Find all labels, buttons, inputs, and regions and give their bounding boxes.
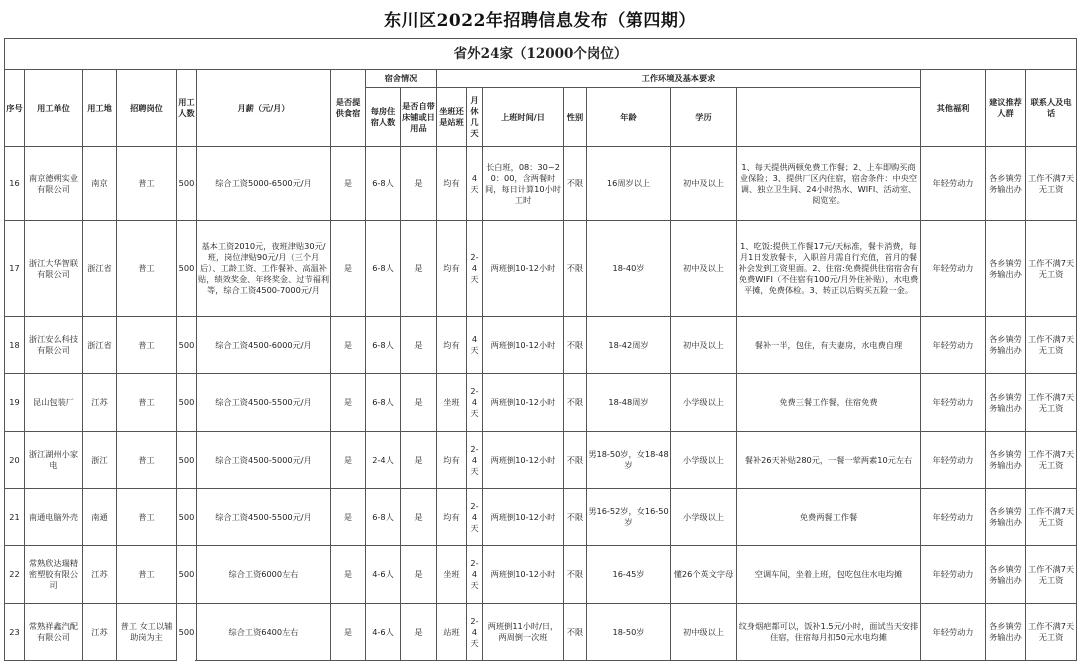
cell-employer: 常熟祥鑫汽配有限公司 bbox=[25, 604, 83, 661]
cell-headcount: 500 bbox=[177, 432, 197, 489]
cell-headcount: 500 bbox=[177, 221, 197, 317]
cell-location: 南通 bbox=[83, 489, 117, 546]
cell-seq: 17 bbox=[5, 221, 25, 317]
cell-recommended: 年轻劳动力 bbox=[921, 221, 986, 317]
cell-headcount: 500 bbox=[177, 317, 197, 374]
cell-seq: 18 bbox=[5, 317, 25, 374]
cell-notes: 工作不满7天无工资 bbox=[1026, 546, 1077, 604]
cell-education: 初中及以上 bbox=[671, 147, 737, 221]
cell-board: 是 bbox=[331, 604, 366, 661]
cell-dorm-bedding: 是 bbox=[401, 147, 437, 221]
cell-contact: 各乡镇劳务输出办 bbox=[986, 147, 1026, 221]
cell-education: 小学级以上 bbox=[671, 374, 737, 432]
col-header-dorm-bedding: 是否自带床铺或日用品 bbox=[401, 88, 437, 147]
cell-age: 18-48周岁 bbox=[587, 374, 671, 432]
cell-notes: 工作不满7天无工资 bbox=[1026, 374, 1077, 432]
cell-sit-stand: 坐班 bbox=[437, 374, 467, 432]
table-row bbox=[5, 317, 1077, 374]
cell-dorm-bedding: 是 bbox=[401, 546, 437, 604]
cell-hours: 两班倒10-12小时 bbox=[483, 546, 564, 604]
cell-rest-days: 4天 bbox=[467, 147, 483, 221]
cell-board: 是 bbox=[331, 374, 366, 432]
cell-employer: 浙江湖州小家电 bbox=[25, 432, 83, 489]
cell-salary: 综合工资5000-6500元/月 bbox=[197, 147, 331, 221]
cell-position: 普工 bbox=[117, 374, 177, 432]
cell-rest-days: 2-4天 bbox=[467, 374, 483, 432]
cell-sit-stand: 均有 bbox=[437, 317, 467, 374]
cell-position: 普工 bbox=[117, 147, 177, 221]
cell-dorm-bedding: 是 bbox=[401, 374, 437, 432]
cell-gender: 不限 bbox=[564, 221, 587, 317]
section-header: 省外24家（12000个岗位） bbox=[5, 39, 1077, 70]
cell-salary: 综合工资4500-5500元/月 bbox=[197, 374, 331, 432]
table-row bbox=[5, 489, 1077, 546]
cell-hours: 两班倒10-12小时 bbox=[483, 317, 564, 374]
recruitment-table bbox=[4, 38, 1077, 661]
cell-location: 浙江省 bbox=[83, 317, 117, 374]
cell-location: 南京 bbox=[83, 147, 117, 221]
col-header-sit-stand: 坐班还是站班 bbox=[437, 88, 467, 147]
cell-contact: 各乡镇劳务输出办 bbox=[986, 432, 1026, 489]
cell-recommended: 年轻劳动力 bbox=[921, 147, 986, 221]
cell-location: 江苏 bbox=[83, 604, 117, 661]
cell-location: 江苏 bbox=[83, 546, 117, 604]
cell-age: 16周岁以上 bbox=[587, 147, 671, 221]
cell-dorm-people: 4-6人 bbox=[366, 546, 401, 604]
col-header-seq: 序号 bbox=[5, 70, 25, 147]
cell-dorm-bedding: 是 bbox=[401, 432, 437, 489]
col-header-employer: 用工单位 bbox=[25, 70, 83, 147]
cell-age: 16-45岁 bbox=[587, 546, 671, 604]
cell-recommended: 年轻劳动力 bbox=[921, 489, 986, 546]
cell-dorm-people: 4-6人 bbox=[366, 604, 401, 661]
col-header-location: 用工地 bbox=[83, 70, 117, 147]
cell-salary: 综合工资4500-6000元/月 bbox=[197, 317, 331, 374]
cell-board: 是 bbox=[331, 489, 366, 546]
cell-education: 初中及以上 bbox=[671, 221, 737, 317]
cell-contact: 各乡镇劳务输出办 bbox=[986, 221, 1026, 317]
cell-contact: 各乡镇劳务输出办 bbox=[986, 374, 1026, 432]
cell-age: 18-50岁 bbox=[587, 604, 671, 661]
cell-benefits: 餐补一半，包住，有夫妻房，水电费自理 bbox=[737, 317, 921, 374]
cell-seq: 20 bbox=[5, 432, 25, 489]
cell-dorm-people: 6-8人 bbox=[366, 489, 401, 546]
table-row bbox=[5, 546, 1077, 604]
cell-sit-stand: 均有 bbox=[437, 432, 467, 489]
cell-recommended: 年轻劳动力 bbox=[921, 604, 986, 661]
cell-headcount: 500 bbox=[177, 546, 197, 604]
table-row bbox=[5, 604, 1077, 661]
cell-seq: 21 bbox=[5, 489, 25, 546]
cell-position: 普工 bbox=[117, 489, 177, 546]
cell-headcount: 500 bbox=[177, 604, 197, 661]
cell-location: 江苏 bbox=[83, 374, 117, 432]
cell-board: 是 bbox=[331, 221, 366, 317]
cell-dorm-people: 6-8人 bbox=[366, 221, 401, 317]
cell-contact: 各乡镇劳务输出办 bbox=[986, 604, 1026, 661]
cell-seq: 16 bbox=[5, 147, 25, 221]
cell-gender: 不限 bbox=[564, 432, 587, 489]
col-header-rest-days: 月休几天 bbox=[467, 88, 483, 147]
cell-notes: 工作不满7天无工资 bbox=[1026, 147, 1077, 221]
col-header-board: 是否提供食宿 bbox=[331, 70, 366, 147]
col-header-age: 年龄 bbox=[587, 88, 671, 147]
cell-benefits: 免费三餐工作餐，住宿免费 bbox=[737, 374, 921, 432]
table-row bbox=[5, 221, 1077, 317]
cell-board: 是 bbox=[331, 546, 366, 604]
cell-education: 小学级以上 bbox=[671, 489, 737, 546]
cell-education: 懂26个英文字母 bbox=[671, 546, 737, 604]
cell-gender: 不限 bbox=[564, 489, 587, 546]
cell-salary: 综合工资4500-5000元/月 bbox=[197, 432, 331, 489]
table-row bbox=[5, 432, 1077, 489]
cell-dorm-people: 6-8人 bbox=[366, 374, 401, 432]
cell-dorm-bedding: 是 bbox=[401, 317, 437, 374]
cell-rest-days: 2-4天 bbox=[467, 604, 483, 661]
cell-sit-stand: 站班 bbox=[437, 604, 467, 661]
cell-employer: 昆山包装厂 bbox=[25, 374, 83, 432]
cell-position: 普工 bbox=[117, 432, 177, 489]
cell-dorm-people: 6-8人 bbox=[366, 317, 401, 374]
col-group-work: 工作环境及基本要求 bbox=[437, 70, 921, 88]
cell-board: 是 bbox=[331, 147, 366, 221]
cell-hours: 长白班，08：30~20：00，含两餐时间，每日计算10小时工时 bbox=[483, 147, 564, 221]
cell-sit-stand: 均有 bbox=[437, 489, 467, 546]
cell-hours: 两班倒10-12小时 bbox=[483, 374, 564, 432]
cell-dorm-people: 6-8人 bbox=[366, 147, 401, 221]
cell-salary: 综合工资6400左右 bbox=[197, 604, 331, 661]
col-header-gender: 性别 bbox=[564, 88, 587, 147]
cell-seq: 23 bbox=[5, 604, 25, 661]
cell-hours: 两班倒11小时/日，两周倒一次班 bbox=[483, 604, 564, 661]
cell-hours: 两班倒10-12小时 bbox=[483, 221, 564, 317]
cell-employer: 南通电脑外壳 bbox=[25, 489, 83, 546]
cell-seq: 22 bbox=[5, 546, 25, 604]
cell-education: 初中级以上 bbox=[671, 604, 737, 661]
col-header-benefits: 其他福利 bbox=[921, 70, 986, 147]
cell-education: 小学级以上 bbox=[671, 432, 737, 489]
cell-seq: 19 bbox=[5, 374, 25, 432]
cell-employer: 常熟欣达瑞精密塑胶有限公司 bbox=[25, 546, 83, 604]
cell-recommended: 年轻劳动力 bbox=[921, 374, 986, 432]
cell-benefits: 免费两餐工作餐 bbox=[737, 489, 921, 546]
cell-headcount: 500 bbox=[177, 374, 197, 432]
cell-headcount: 500 bbox=[177, 147, 197, 221]
cell-employer: 浙江安么科技有限公司 bbox=[25, 317, 83, 374]
cell-notes: 工作不满7天无工资 bbox=[1026, 604, 1077, 661]
col-header-hours: 上班时间/日 bbox=[483, 88, 564, 147]
col-header-contact: 联系人及电话 bbox=[1026, 70, 1077, 147]
cell-sit-stand: 坐班 bbox=[437, 546, 467, 604]
cell-benefits: 1、吃饭:提供工作餐17元/天标准，餐卡消费，每月1日发放餐卡，入职首月需自行充值，首月的餐补会发到工资里面。2、住宿:免费提供住宿宿舍有免费WIFI（不住宿有100元/月外住补贴），水电费平摊，免费体检。3、转正以后购买五险一金。 bbox=[737, 221, 921, 317]
cell-board: 是 bbox=[331, 317, 366, 374]
cell-salary: 基本工资2010元，夜班津贴30元/班，岗位津贴90元/月（三个月后）、工龄工资、工作餐补、高温补贴，绩效奖金、年终奖金、过节福利等，综合工资4500-7000元/月 bbox=[197, 221, 331, 317]
cell-notes: 工作不满7天无工资 bbox=[1026, 221, 1077, 317]
cell-rest-days: 2-4天 bbox=[467, 546, 483, 604]
cell-employer: 南京德朔实业有限公司 bbox=[25, 147, 83, 221]
cell-contact: 各乡镇劳务输出办 bbox=[986, 546, 1026, 604]
col-header-position: 招聘岗位 bbox=[117, 70, 177, 147]
cell-gender: 不限 bbox=[564, 604, 587, 661]
cell-position: 普工 bbox=[117, 546, 177, 604]
page-title: 东川区2022年招聘信息发布（第四期） bbox=[384, 11, 696, 31]
cell-rest-days: 2-4天 bbox=[467, 432, 483, 489]
cell-headcount: 500 bbox=[177, 489, 197, 546]
cell-location: 浙江省 bbox=[83, 221, 117, 317]
cell-benefits: 餐补26天补贴280元，一餐一荤两素10元左右 bbox=[737, 432, 921, 489]
cell-hours: 两班倒10-12小时 bbox=[483, 489, 564, 546]
col-header-dorm-people: 每房住宿人数 bbox=[366, 88, 401, 147]
cell-recommended: 年轻劳动力 bbox=[921, 432, 986, 489]
cell-benefits: 空调车间，坐着上班，包吃包住水电均摊 bbox=[737, 546, 921, 604]
cell-dorm-bedding: 是 bbox=[401, 604, 437, 661]
col-header-headcount: 用工人数 bbox=[177, 70, 197, 147]
cell-rest-days: 2-4天 bbox=[467, 221, 483, 317]
cell-gender: 不限 bbox=[564, 546, 587, 604]
cell-position: 普工 女工以辅助岗为主 bbox=[117, 604, 177, 661]
cell-contact: 各乡镇劳务输出办 bbox=[986, 317, 1026, 374]
col-group-dorm: 宿舍情况 bbox=[366, 70, 437, 88]
cell-benefits: 1、每天提供两顿免费工作餐；2、上车即购买商业保险；3、提供厂区内住宿，宿舍条件：中央空调、独立卫生间、24小时热水、WIFI、活动室、阅览室。 bbox=[737, 147, 921, 221]
cell-rest-days: 2-4天 bbox=[467, 489, 483, 546]
cell-gender: 不限 bbox=[564, 317, 587, 374]
cell-contact: 各乡镇劳务输出办 bbox=[986, 489, 1026, 546]
cell-salary: 综合工资6000左右 bbox=[197, 546, 331, 604]
table-row bbox=[5, 147, 1077, 221]
cell-notes: 工作不满7天无工资 bbox=[1026, 432, 1077, 489]
cell-employer: 浙江大华智联有限公司 bbox=[25, 221, 83, 317]
cell-rest-days: 4天 bbox=[467, 317, 483, 374]
cell-age: 男18-50岁，女18-48岁 bbox=[587, 432, 671, 489]
cell-age: 18-42周岁 bbox=[587, 317, 671, 374]
cell-dorm-bedding: 是 bbox=[401, 489, 437, 546]
cell-salary: 综合工资4500-5500元/月 bbox=[197, 489, 331, 546]
cell-age: 男16-52岁，女16-50岁 bbox=[587, 489, 671, 546]
cell-hours: 两班倒10-12小时 bbox=[483, 432, 564, 489]
cell-benefits: 纹身烟疤都可以，饭补1.5元/小时，面试当天安排住宿，住宿每月扣50元水电均摊 bbox=[737, 604, 921, 661]
cell-dorm-bedding: 是 bbox=[401, 221, 437, 317]
col-header-salary: 月薪（元/月） bbox=[197, 70, 331, 147]
cell-location: 浙江 bbox=[83, 432, 117, 489]
cell-sit-stand: 均有 bbox=[437, 221, 467, 317]
cell-gender: 不限 bbox=[564, 374, 587, 432]
col-header-education: 学历 bbox=[671, 88, 737, 147]
cell-position: 普工 bbox=[117, 221, 177, 317]
cell-age: 18-40岁 bbox=[587, 221, 671, 317]
col-header-recommended: 建议推荐人群 bbox=[986, 70, 1026, 147]
cell-position: 普工 bbox=[117, 317, 177, 374]
cell-board: 是 bbox=[331, 432, 366, 489]
cell-sit-stand: 均有 bbox=[437, 147, 467, 221]
border-gap bbox=[177, 660, 195, 665]
cell-education: 初中及以上 bbox=[671, 317, 737, 374]
cell-dorm-people: 2-4人 bbox=[366, 432, 401, 489]
cell-notes: 工作不满7天无工资 bbox=[1026, 489, 1077, 546]
table-row bbox=[5, 374, 1077, 432]
cell-recommended: 年轻劳动力 bbox=[921, 546, 986, 604]
cell-notes: 工作不满7天无工资 bbox=[1026, 317, 1077, 374]
cell-recommended: 年轻劳动力 bbox=[921, 317, 986, 374]
cell-gender: 不限 bbox=[564, 147, 587, 221]
